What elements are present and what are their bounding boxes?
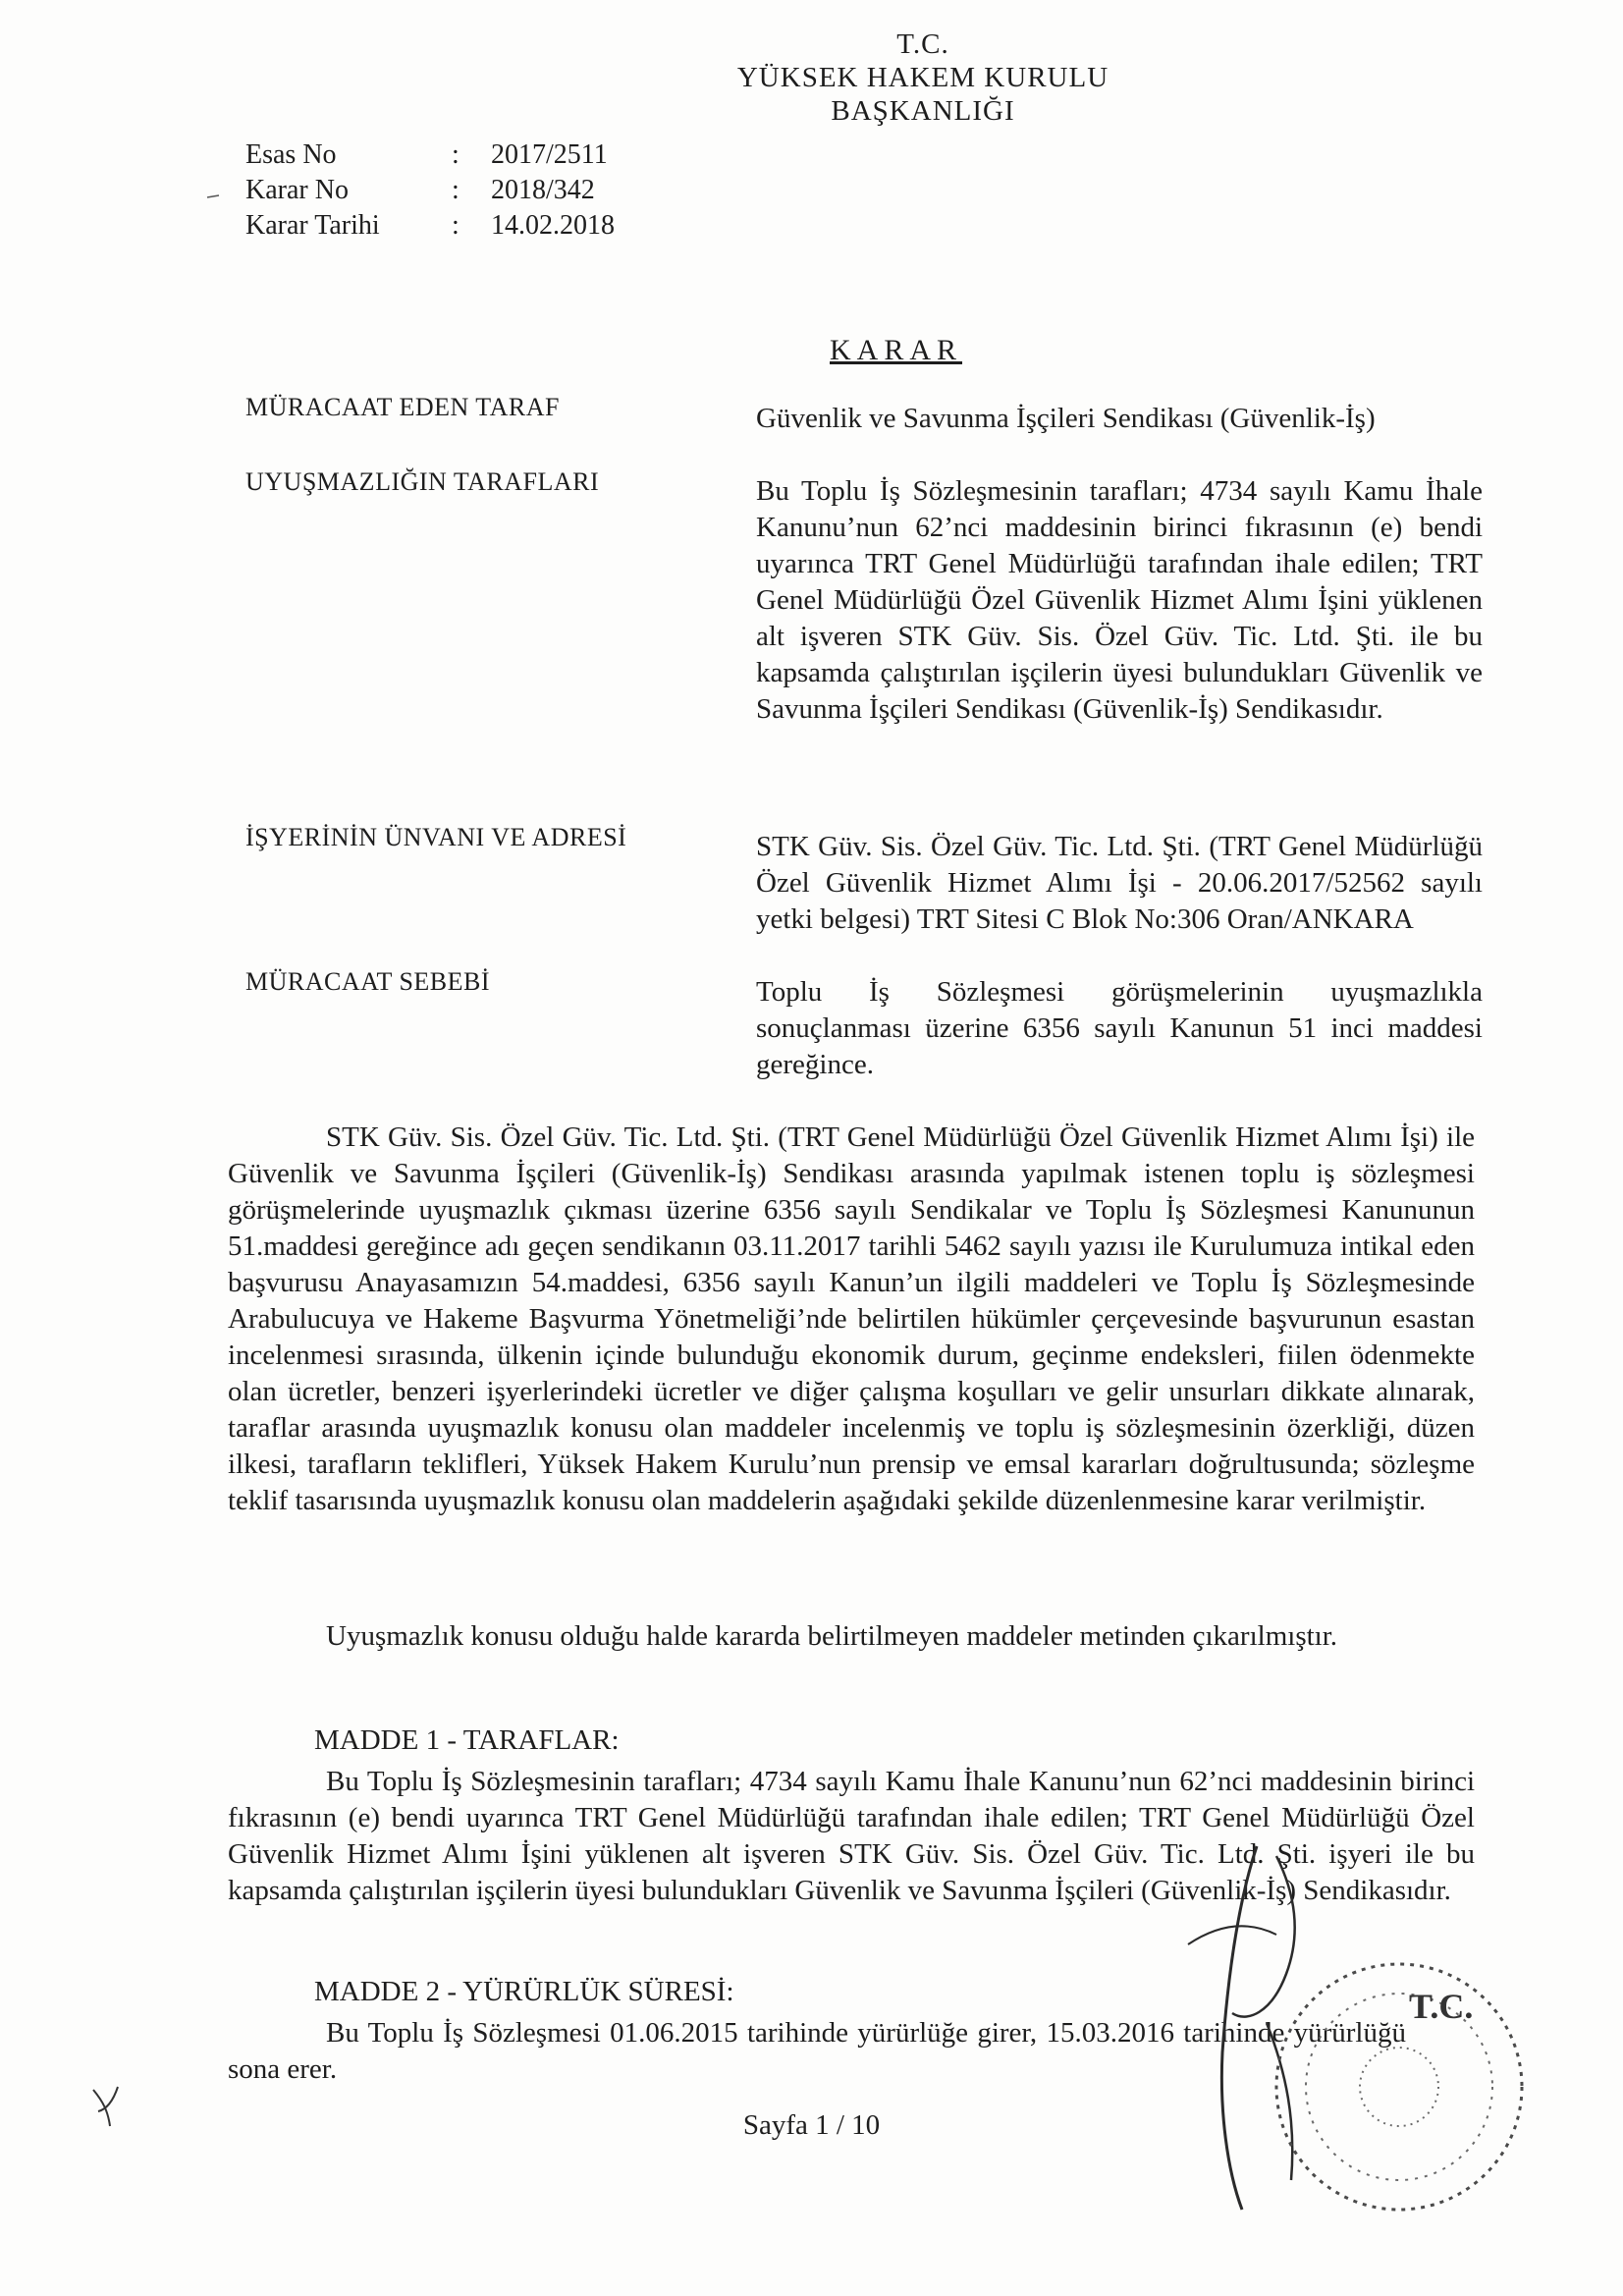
taraflar-value: Bu Toplu İş Sözleşmesinin tarafları; 4734 sayılı Kamu İhale Kanunu’nun 62’nci maddesinin birinci fıkrasının (e) bendi uyarınca TRT Genel Müdürlüğü tarafından ihale edilen; TRT Genel Müdürlüğü Özel Güvenlik Hizmet Alımı İşini yüklenen alt işveren STK Güv. Sis. Özel Güv. Tic. Ltd. Şti. ile bu kapsamda çalıştırılan işçilerin üyesi bulundukları Güvenlik ve Savunma İşçileri Sendikası (Güvenlik-İş) Sendikasıdır. [756,475,1483,725]
header-presidency: BAŞKANLIĞI [831,95,1015,127]
isyeri-value: STK Güv. Sis. Özel Güv. Tic. Ltd. Şti. (TRT Genel Müdürlüğü Özel Güvenlik Hizmet Alımı İşi - 20.06.2017/52562 sayılı yetki belgesi) TRT Sitesi C Blok No:306 Oran/ANKARA [756,831,1483,935]
sebep-label: MÜRACAAT SEBEBİ [245,967,491,996]
taraflar-label: UYUŞMAZLIĞIN TARAFLARI [245,467,600,496]
karar-row [245,173,615,208]
page-number: Sayfa 1 / 10 [742,2109,881,2141]
removed-articles-note: Uyuşmazlık konusu olduğu halde kararda belirtilmeyen maddeler metinden çıkarılmıştır. [326,1620,1338,1652]
karar-colon: : [452,175,460,205]
sebep-value: Toplu İş Sözleşmesi görüşmelerinin uyuşmazlıkla sonuçlanması üzerine 6356 sayılı Kanunun 51 inci maddesi gereğince. [756,976,1483,1080]
esas-row [245,137,615,173]
muracaat-value: Güvenlik ve Savunma İşçileri Sendikası (Güvenlik-İş) [756,403,1376,434]
muracaat-label: MÜRACAAT EDEN TARAF [245,393,560,421]
official-seal [1262,1949,1537,2224]
article-2-text: Bu Toplu İş Sözleşmesi 01.06.2015 tarihinde yürürlüğe girer, 15.03.2016 tarihinde yürürlüğü sona erer. [228,2017,1406,2085]
article-2-title: MADDE 2 - YÜRÜRLÜK SÜRESİ: [314,1976,734,2007]
margin-mark [88,2082,128,2131]
karar-label: Karar No [245,175,349,205]
case-metadata [245,137,615,244]
header-institution: YÜKSEK HAKEM KURULU [736,62,1109,93]
tarih-label: Karar Tarihi [245,210,380,241]
decision-paragraph: STK Güv. Sis. Özel Güv. Tic. Ltd. Şti. (TRT Genel Müdürlüğü Özel Güvenlik Hizmet Alımı İşi) ile Güvenlik ve Savunma İşçileri (Güvenlik-İş) Sendikası arasında yapılmak istenen toplu iş sözleşmesi görüşmelerinde uyuşmazlık çıkması üzerine 6356 sayılı Sendikalar ve Toplu İş Sözleşmesi Kanununun 51.maddesi gereğince adı geçen sendikanın 03.11.2017 tarihli 5462 sayılı yazısı ile Kurulumuza intikal eden başvurusu Anayasamızın 54.maddesi, 6356 sayılı Kanun’un ilgili maddeleri ve Toplu İş Sözleşmesinde Arabulucuya ve Hakeme Başvurma Yönetmeliği’nde belirtilen hükümler çerçevesinde başvurunun esastan incelenmesi sırasında, ülkenin içinde bulunduğu ekonomik durum, geçinme endeksleri, fiilen ödenmekte olan ücretler, benzeri işyerlerindeki ücretler ve diğer çalışma koşulları ve gelir unsurları dikkate alınarak, taraflar arasında uyuşmazlık konusu olan maddeler incelenmiş ve toplu iş sözleşmesinin özerkliği, düzen ilkesi, tarafların teklifleri, Yüksek Hakem Kurulu’nun prensip ve emsal kararları doğrultusunda; sözleşme teklif tasarısında uyuşmazlık konusu olan maddelerin aşağıdaki şekilde düzenlenmesine karar verilmiştir. [228,1121,1475,1516]
decision-title: KARAR [830,334,963,366]
isyeri-label: İŞYERİNİN ÜNVANI VE ADRESİ [245,823,627,851]
seal-text: T.C. [1409,1987,1474,2026]
article-1-text: Bu Toplu İş Sözleşmesinin tarafları; 4734 sayılı Kamu İhale Kanunu’nun 62’nci maddesinin birinci fıkrasının (e) bendi uyarınca TRT Genel Müdürlüğü tarafından ihale edilen; TRT Genel Müdürlüğü Özel Güvenlik Hizmet Alımı İşini yüklenen alt işveren STK Güv. Sis. Özel Güv. Tic. Ltd. Şti. işyeri ile bu kapsamda çalıştırılan işçilerin üyesi bulundukları Güvenlik ve Savunma İşçileri (Güvenlik-İş) Sendikasıdır. [228,1766,1475,1906]
esas-label: Esas No [245,139,337,170]
tarih-row [245,208,615,244]
article-1-title: MADDE 1 - TARAFLAR: [314,1724,620,1756]
esas-colon: : [452,139,460,170]
header-tc: T.C. [896,28,949,60]
scan-mark [206,187,220,192]
document-header [550,27,1296,128]
tarih-value: 14.02.2018 [491,210,615,241]
tarih-colon: : [452,210,460,241]
esas-value: 2017/2511 [491,139,608,170]
karar-value: 2018/342 [491,175,595,205]
